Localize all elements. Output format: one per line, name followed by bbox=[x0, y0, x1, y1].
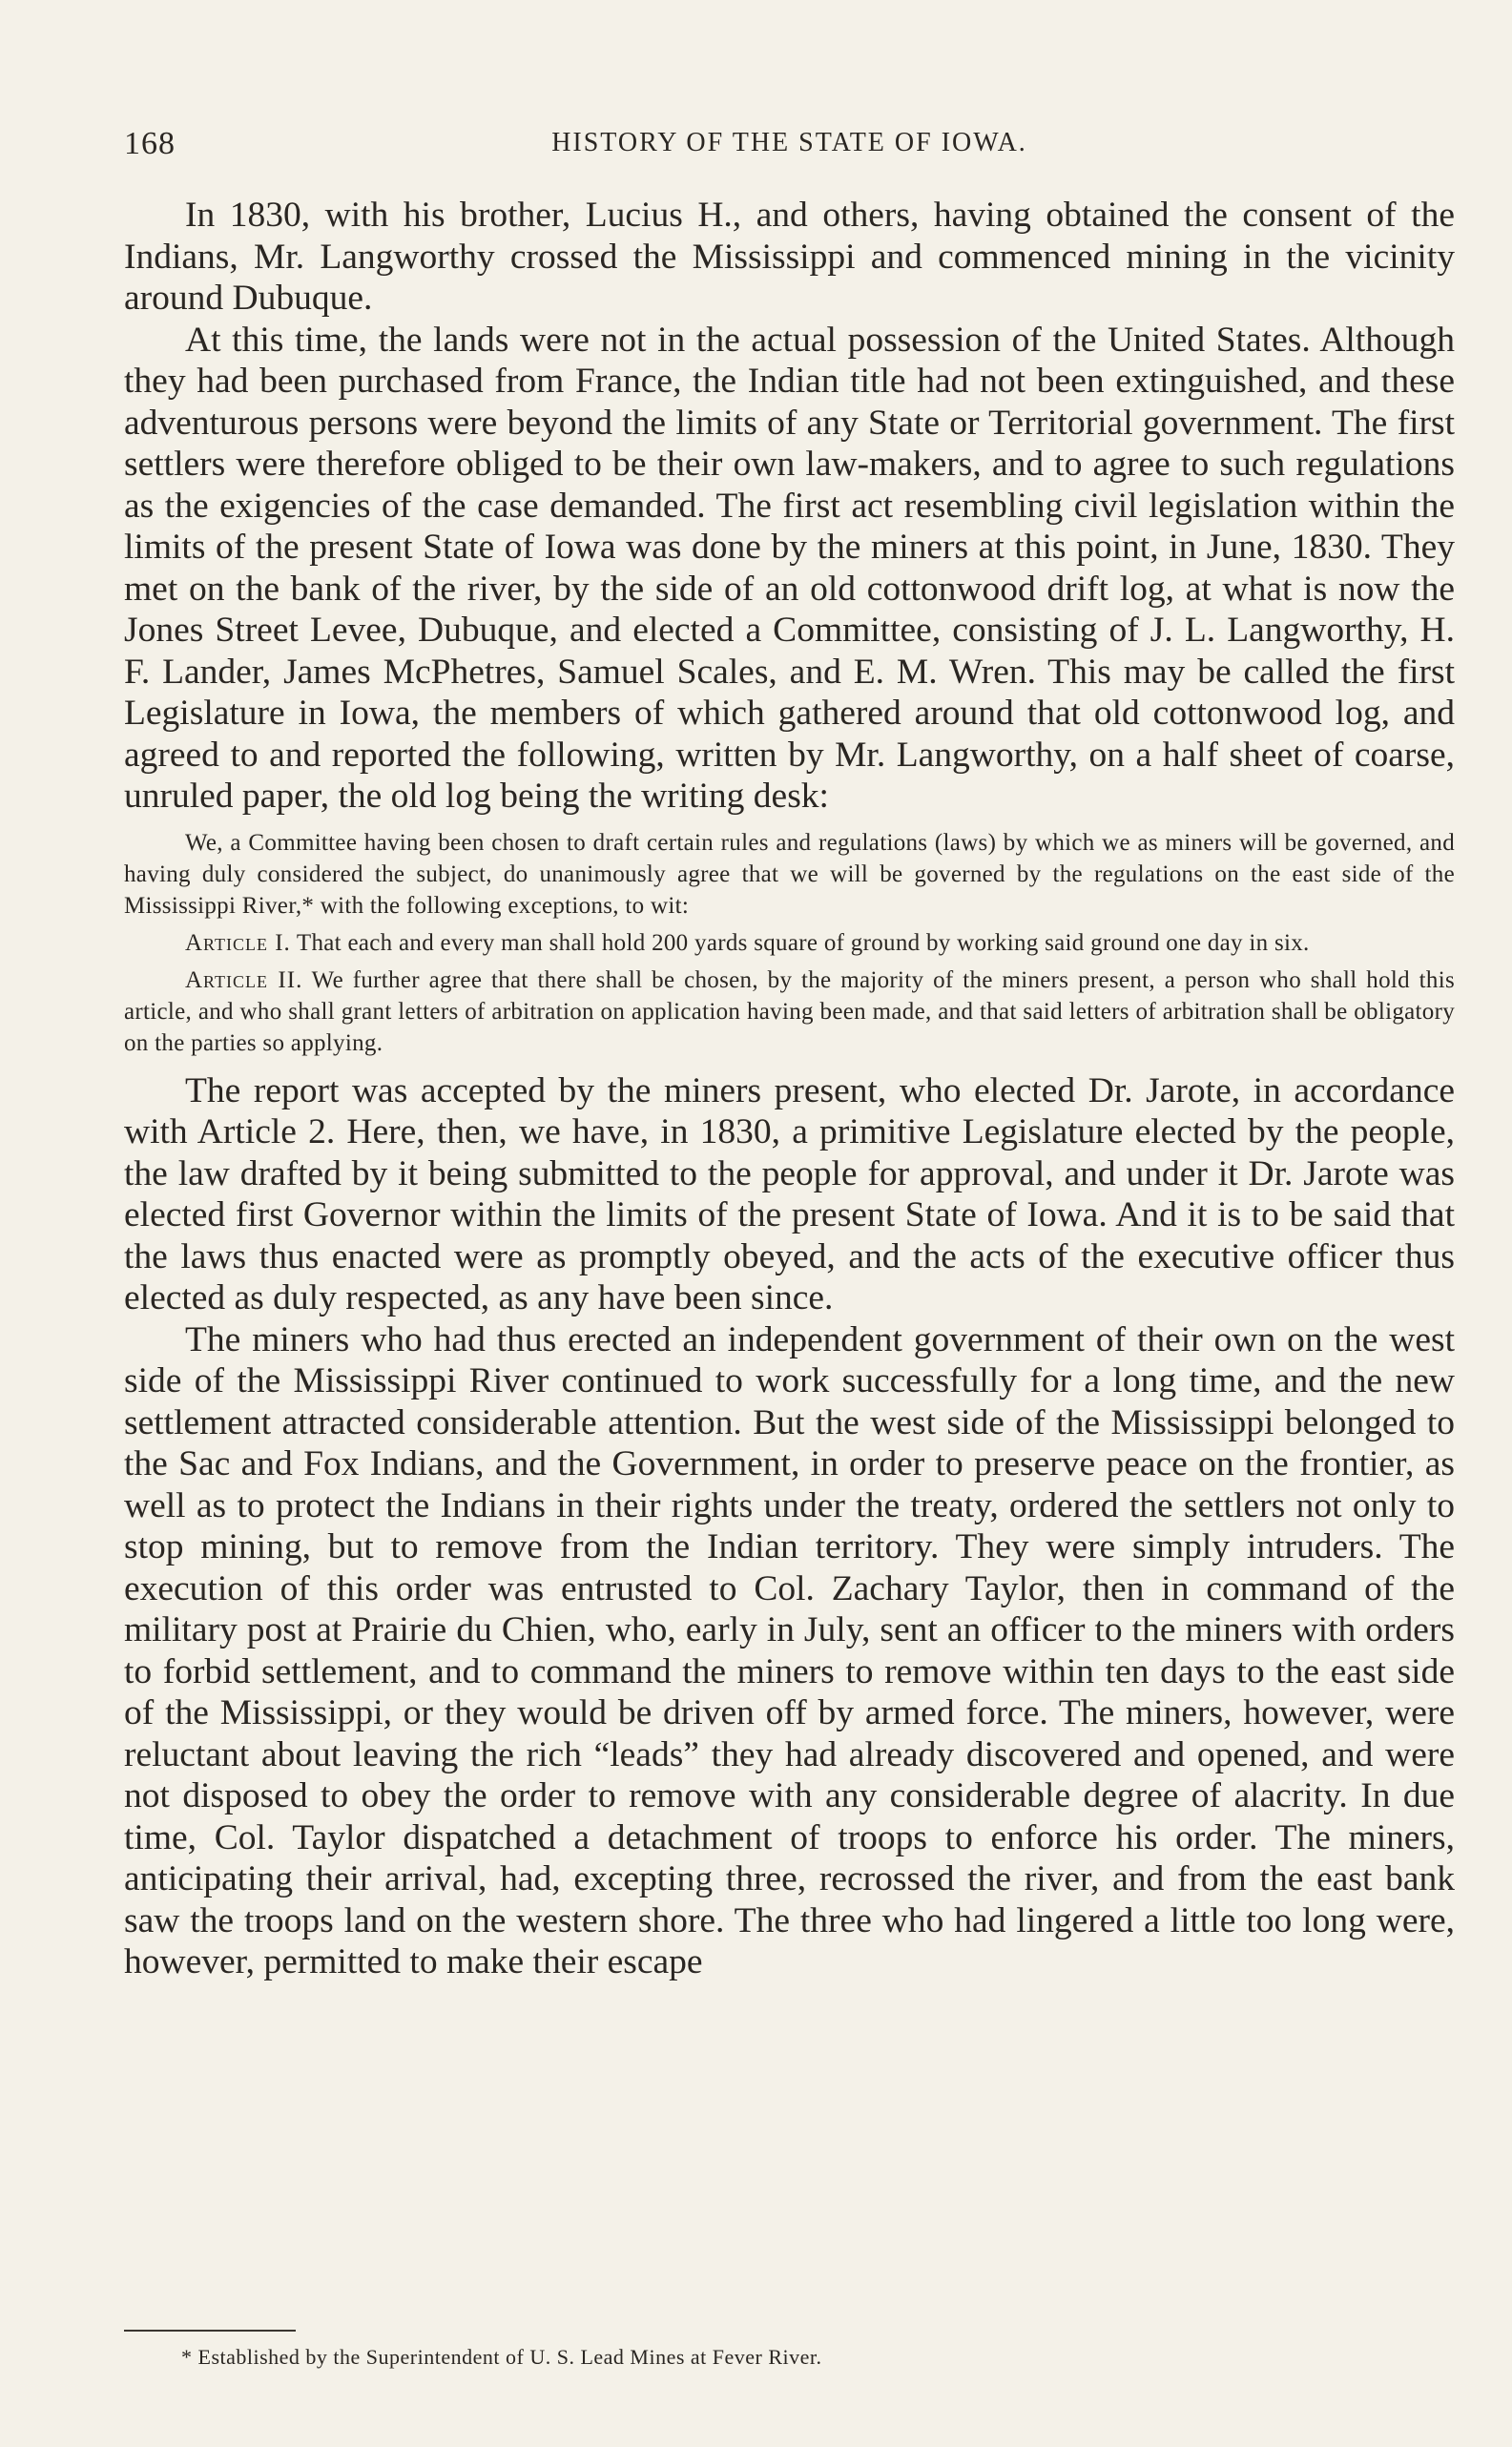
article-1-text: That each and every man shall hold 200 yards square of ground by working said ground one day in six. bbox=[296, 929, 1310, 956]
paragraph: At this time, the lands were not in the actual possession of the United States. Although they had been purchased from France, the Indian title had not been extinguished, and these adventurous persons were beyond the limits of any State or Territorial government. The first settlers were therefore obliged to be their own law-makers, and to agree to such regulations as the exigencies of the case demanded. The first act resembling civil legislation within the limits of the present State of Iowa was done by the miners at this point, in June, 1830. They met on the bank of the river, by the side of an old cottonwood drift log, at what is now the Jones Street Levee, Dubuque, and elected a Committee, consisting of J. L. Langworthy, H. F. Lander, James McPhetres, Samuel Scales, and E. M. Wren. This may be called the first Legislature in Iowa, the members of which gathered around that old cottonwood log, and agreed to and reported the following, written by Mr. Langworthy, on a half sheet of coarse, unruled paper, the old log being the writing desk: bbox=[124, 320, 1455, 816]
miners-resolution-quote bbox=[124, 827, 1455, 1059]
footnote-rule bbox=[124, 2330, 296, 2332]
article-2 bbox=[124, 964, 1455, 1059]
body-text bbox=[124, 195, 1455, 1983]
paragraph: In 1830, with his brother, Lucius H., and others, having obtained the consent of the Indians, Mr. Langworthy crossed the Mississippi and commenced mining in the vicinity around Dubuque. bbox=[124, 196, 1455, 318]
article-2-label: Article II. bbox=[185, 966, 303, 993]
footnote: * Established by the Superintendent of U. S. Lead Mines at Fever River. bbox=[181, 2345, 822, 2369]
article-1-label: Article I. bbox=[185, 929, 291, 956]
quote-intro: We, a Committee having been chosen to draft certain rules and regulations (laws) by which we as miners will be governed, and having duly considered the subject, do unanimously agree that we will be governed by the regulations on the east side of the Mississippi River,* with the following exceptions, to wit: bbox=[124, 829, 1455, 919]
running-head: HISTORY OF THE STATE OF IOWA. bbox=[551, 128, 1027, 157]
paragraph: The miners who had thus erected an independent government of their own on the west side of the Mississippi River continued to work successfully for a long time, and the new settlement attracted considerable attention. But the west side of the Mississippi belonged to the Sac and Fox Indians, and the Government, in order to preserve peace on the frontier, as well as to protect the Indians in their rights under the treaty, ordered the settlers not only to stop mining, but to remove from the Indian territory. They were simply intruders. The execution of this order was entrusted to Col. Zachary Taylor, then in command of the military post at Prairie du Chien, who, early in July, sent an officer to the miners with orders to forbid settlement, and to command the miners to remove within ten days to the east side of the Mississippi, or they would be driven off by armed force. The miners, however, were reluctant about leaving the rich “leads” they had already discovered and opened, and were not disposed to obey the order to remove with any considerable degree of alacrity. In due time, Col. Taylor dispatched a detachment of troops to enforce his order. The miners, anticipating their arrival, had, excepting three, recrossed the river, and from the east bank saw the troops land on the western shore. The three who had lingered a little too long were, however, permitted to make their escape bbox=[124, 1319, 1455, 1981]
article-1 bbox=[124, 927, 1455, 959]
article-2-text: We further agree that there shall be chosen, by the majority of the miners present, a person who shall hold this article, and who shall grant letters of arbitration on application having been made, and that said letters of arbitration shall be obligatory on the parties so applying. bbox=[124, 966, 1455, 1056]
page-number: 168 bbox=[124, 126, 176, 161]
paragraph: The report was accepted by the miners present, who elected Dr. Jarote, in accordance with Article 2. Here, then, we have, in 1830, a primitive Legislature elected by the people, the law drafted by it being submitted to the people for approval, and under it Dr. Jarote was elected first Governor within the limits of the present State of Iowa. And it is to be said that the laws thus enacted were as promptly obeyed, and the acts of the executive officer thus elected as duly respected, as any have been since. bbox=[124, 1070, 1455, 1317]
book-page bbox=[124, 114, 1455, 1983]
page-header bbox=[124, 114, 1455, 172]
